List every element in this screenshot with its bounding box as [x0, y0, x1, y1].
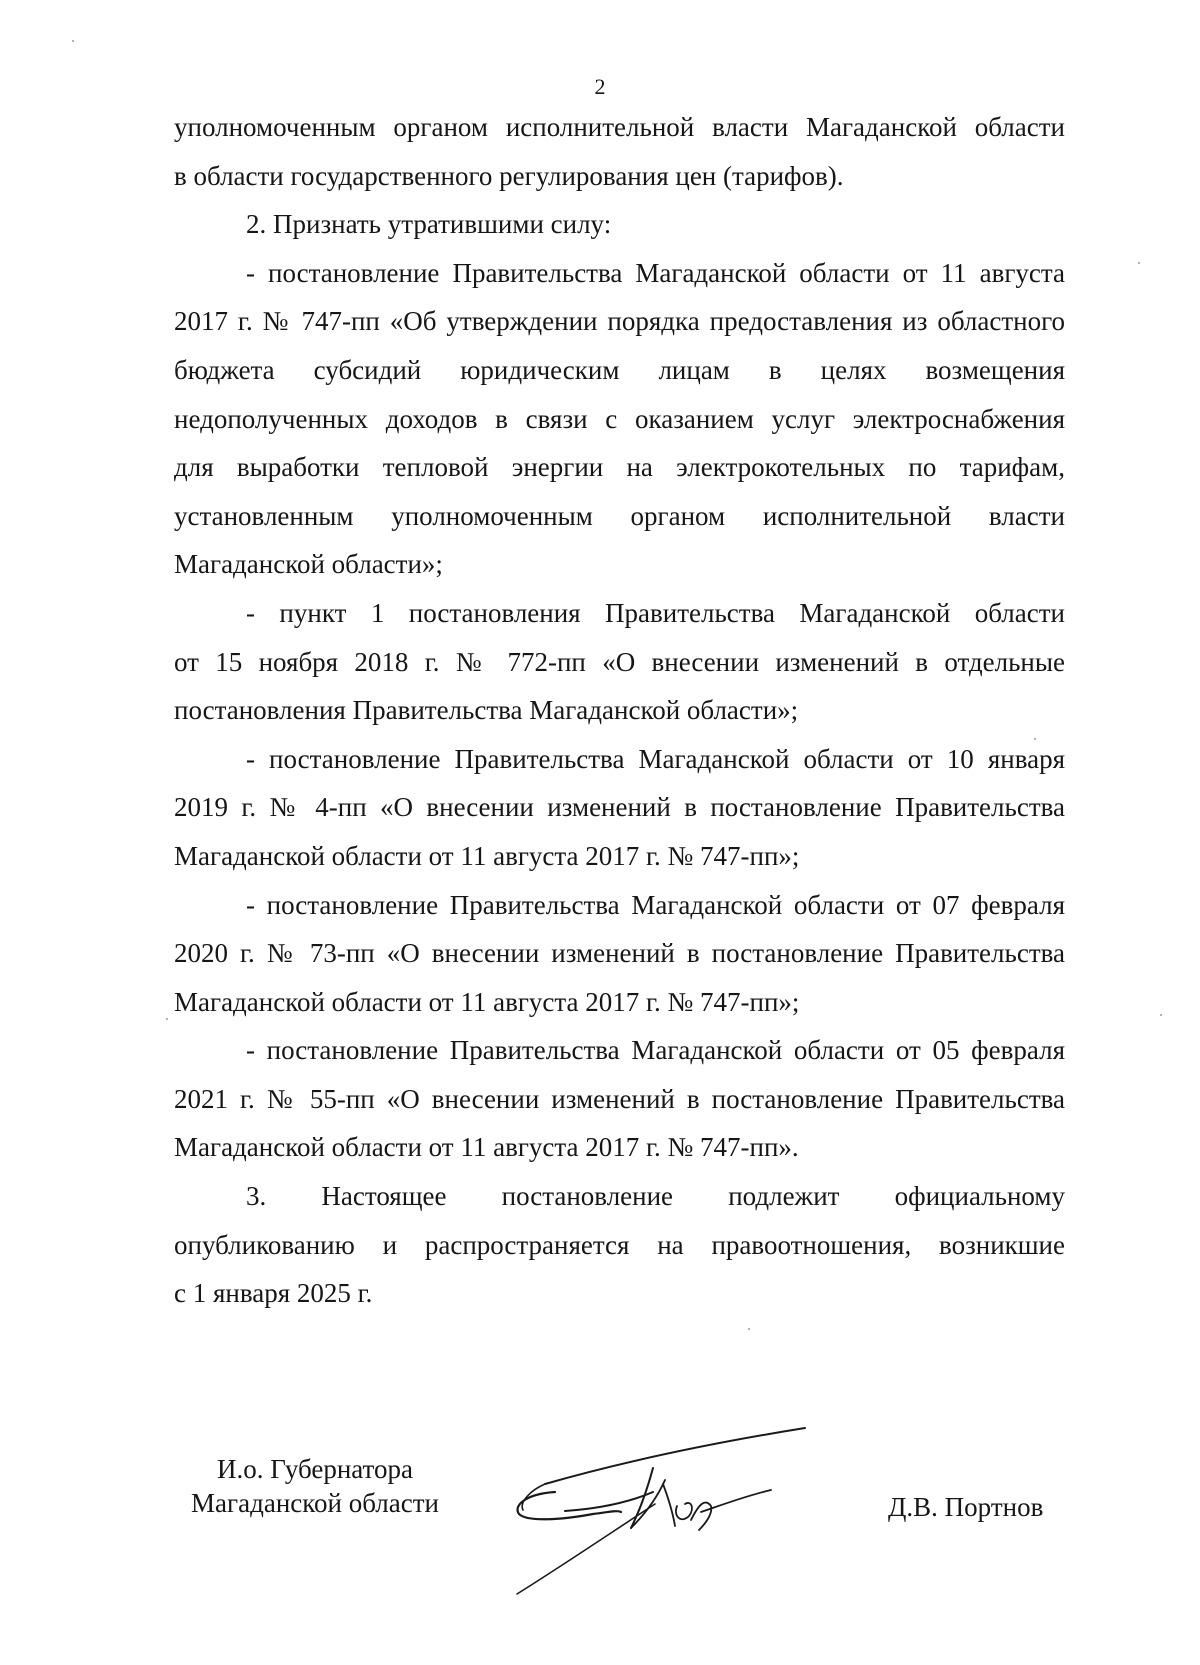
- text-line: - постановление Правительства Магаданской области от 11 августа: [246, 257, 1065, 288]
- text-line: в области государственного регулирования цен (тарифов).: [174, 160, 844, 191]
- text-line: бюджета субсидий юридическим лицам в целях возмещения: [174, 354, 1065, 385]
- text-line: 2019 г. № 4-пп «О внесении изменений в постановление Правительства: [174, 792, 1065, 823]
- scan-speck: [748, 1328, 750, 1330]
- text-line: Магаданской области от 11 августа 2017 г. № 747-пп»;: [174, 840, 800, 871]
- signatory-name: Д.В. Портнов: [888, 1492, 1044, 1522]
- scan-speck: [1160, 1014, 1162, 1016]
- text-line: Магаданской области от 11 августа 2017 г. № 747-пп».: [174, 1132, 799, 1163]
- signatory-title-line: И.о. Губернатора: [216, 1454, 413, 1484]
- text-line: 2020 г. № 73-пп «О внесении изменений в постановление Правительства: [174, 938, 1065, 969]
- text-line: с 1 января 2025 г.: [174, 1278, 373, 1309]
- text-line: от 15 ноября 2018 г. № 772-пп «О внесении изменений в отдельные: [174, 646, 1065, 677]
- text-line: недополученных доходов в связи с оказанием услуг электроснабжения: [174, 403, 1065, 434]
- text-line: уполномоченным органом исполнительной власти Магаданской области: [174, 112, 1065, 142]
- scan-speck: [166, 1018, 168, 1020]
- signatory-title-line: Магаданской области: [191, 1488, 439, 1518]
- text-line: для выработки тепловой энергии на электрокотельных по тарифам,: [174, 452, 1065, 483]
- text-line: - пункт 1 постановления Правительства Магаданской области: [246, 597, 1065, 628]
- text-line: 2017 г. № 747-пп «Об утверждении порядка предоставления из областного: [174, 306, 1065, 337]
- text-line: Магаданской области от 11 августа 2017 г. № 747-пп»;: [174, 986, 800, 1017]
- text-line: опубликованию и распространяется на правоотношения, возникшие: [174, 1229, 1065, 1260]
- scan-speck: [72, 40, 74, 42]
- text-line: - постановление Правительства Магаданской области от 05 февраля: [246, 1035, 1065, 1066]
- scan-speck: [1138, 262, 1140, 264]
- text-line: установленным уполномоченным органом исполнительной власти: [174, 500, 1065, 531]
- text-line: 2. Признать утратившими силу:: [246, 209, 612, 240]
- scan-speck: [1034, 738, 1036, 740]
- text-line: - постановление Правительства Магаданской области от 07 февраля: [246, 889, 1065, 920]
- text-line: постановления Правительства Магаданской области»;: [174, 695, 799, 726]
- signatory-title: [170, 1452, 460, 1520]
- text-line: Магаданской области»;: [174, 549, 443, 580]
- text-line: 2021 г. № 55-пп «О внесении изменений в постановление Правительства: [174, 1083, 1065, 1114]
- page-number: 2: [594, 74, 606, 99]
- text-line: 3. Настоящее постановление подлежит официальному: [246, 1181, 1065, 1212]
- handwritten-signature: [505, 1420, 825, 1600]
- text-line: - постановление Правительства Магаданской области от 10 января: [246, 743, 1065, 774]
